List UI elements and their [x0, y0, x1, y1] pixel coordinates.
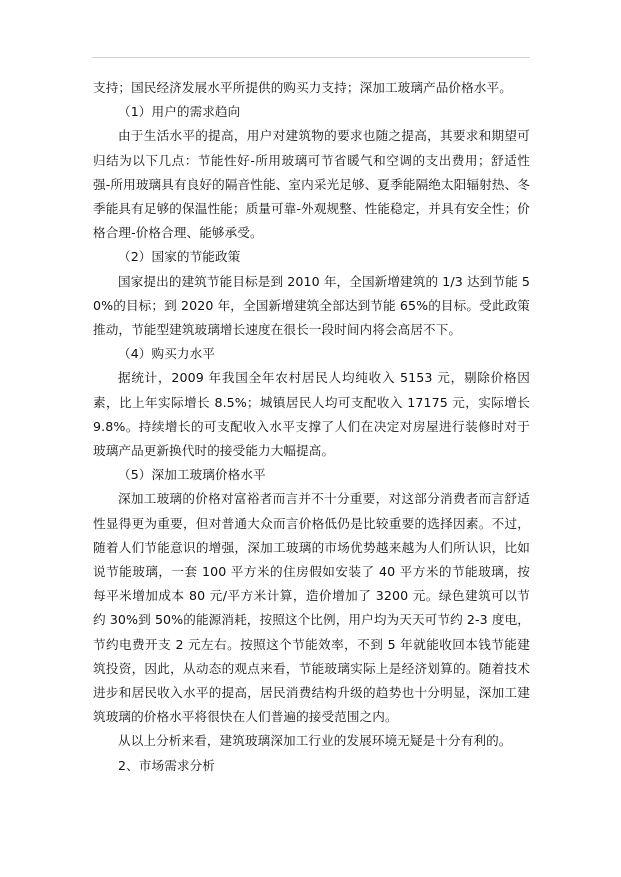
section-heading-market-demand: 2、市场需求分析: [118, 757, 215, 773]
header-rule: [92, 57, 530, 58]
paragraph-conclusion: 从以上分析来看，建筑玻璃深加工行业的发展环境无疑是十分有利的。: [118, 733, 512, 749]
paragraph-user-demand: 由于生活水平的提高，用户对建筑物的要求也随之提高，其要求和期望可归结为以下几点：节能性好-所用玻璃可节省暖气和空调的支出费用；舒适性强-所用玻璃具有良好的隔音性能、室内采光足够、夏季能隔绝太阳辐射热、冬季能具有足够的保温性能；质量可靠-外观规整、性能稳定，并具有安全性；价格合理-价格合理、能够承受。: [93, 128, 530, 241]
section-heading-purchasing-power: （4）购买力水平: [118, 346, 215, 362]
paragraph-purchasing-power: 据统计，2009 年我国全年农村居民人均纯收入 5153 元，剔除价格因素，比上年实际增长 8.5%；城镇居民人均可支配收入 17175 元，实际增长 9.8%。持续增长的可支配收入水平支撑了人们在决定对房屋进行装修时对于玻璃产品更新换代时的接受能力大幅提高。: [93, 370, 530, 459]
document-body: [93, 76, 530, 778]
section-heading-user-demand: （1）用户的需求趋向: [118, 104, 241, 120]
section-heading-energy-policy: （2）国家的节能政策: [118, 249, 241, 265]
paragraph-energy-policy: 国家提出的建筑节能目标是到 2010 年，全国新增建筑的 1/3 达到节能 50%的目标；到 2020 年，全国新增建筑全部达到节能 65%的目标。受此政策推动，节能型建筑玻璃增长速度在很长一段时间内将会高居不下。: [93, 273, 530, 338]
paragraph-price-level: 深加工玻璃的价格对富裕者而言并不十分重要，对这部分消费者而言舒适性显得更为重要，但对普通大众而言价格低仍是比较重要的选择因素。不过，随着人们节能意识的增强，深加工玻璃的市场优势越来越为人们所认识，比如说节能玻璃，一套 100 平方米的住房假如安装了 40 平方米的节能玻璃，按每平米增加成本 80 元/平方米计算，造价增加了 3200 元。绿色建筑可以节约 30%到 50%的能源消耗，按照这个比例，用户均为天天可节约 2-3 度电，节约电费开支 2 元左右。按照这个节能效率，不到 5 年就能收回本钱节能建筑投资，因此，从动态的观点来看，节能玻璃实际上是经济划算的。随着技术进步和居民收入水平的提高，居民消费结构升级的趋势也十分明显，深加工建筑玻璃的价格水平将很快在人们普遍的接受范围之内。: [93, 491, 530, 725]
section-heading-price-level: （5）深加工玻璃价格水平: [118, 467, 266, 483]
paragraph-continued: 支持；国民经济发展水平所提供的购买力支持；深加工玻璃产品价格水平。: [93, 80, 512, 95]
